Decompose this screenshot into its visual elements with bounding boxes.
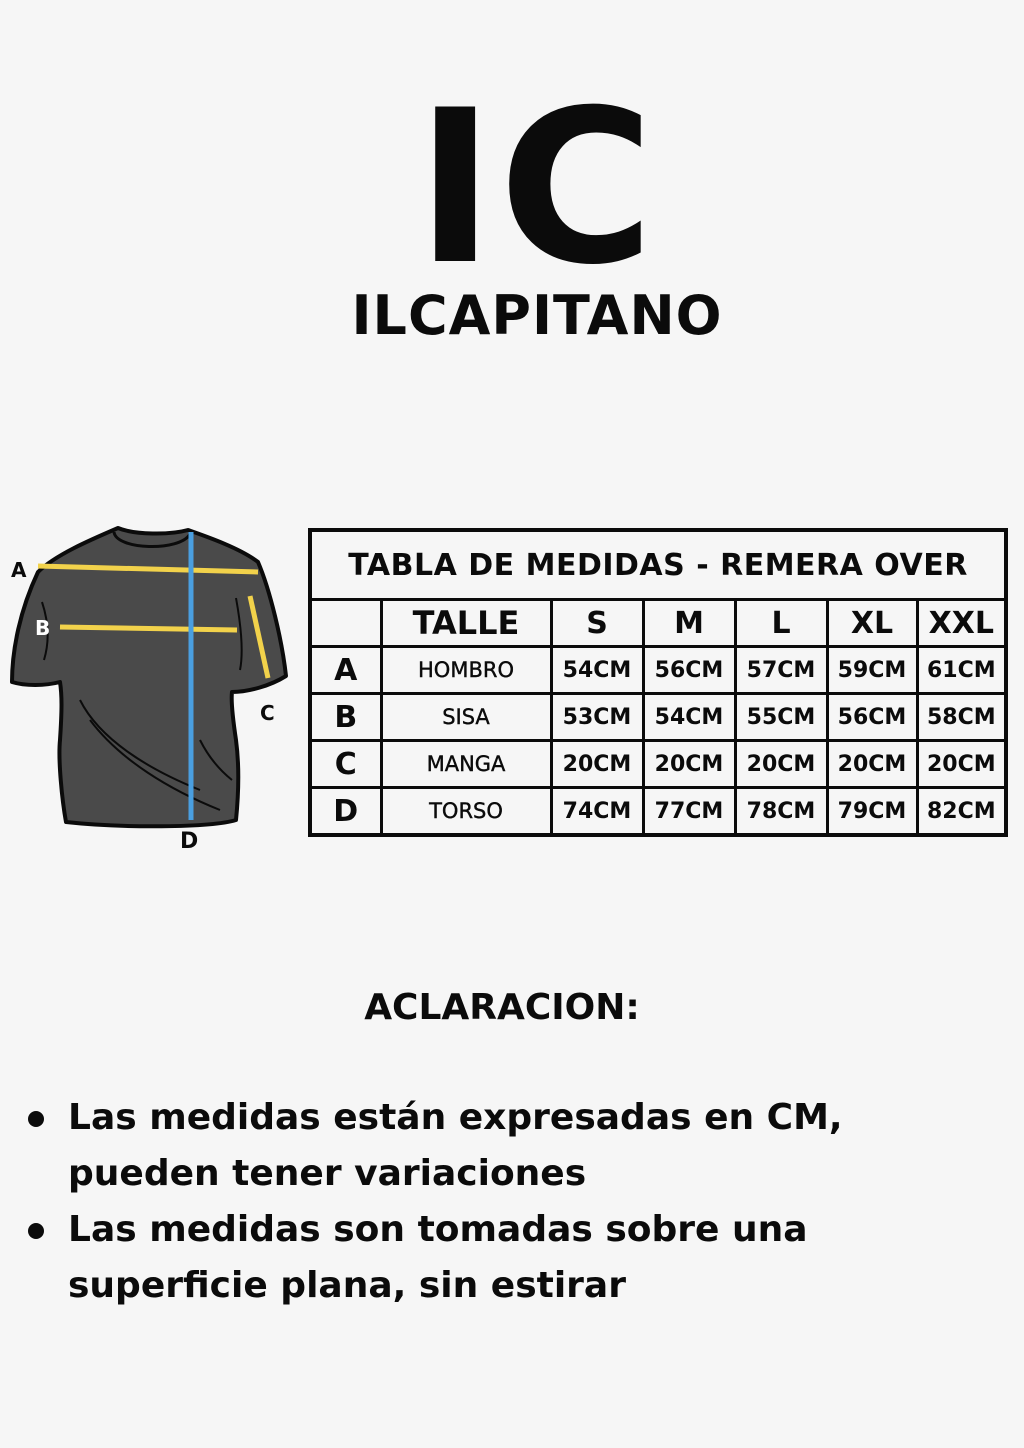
row-letter: C: [310, 741, 381, 788]
label-d: D: [180, 829, 199, 854]
label-a: A: [11, 558, 27, 582]
cell-value: 54CM: [551, 647, 643, 694]
cell-value: 78CM: [735, 788, 827, 836]
tshirt-measurement-diagram: [0, 510, 300, 870]
header-size-s: S: [551, 600, 643, 647]
header-size-l: L: [735, 600, 827, 647]
cell-value: 20CM: [827, 741, 917, 788]
row-name: SISA: [381, 694, 551, 741]
row-name: TORSO: [381, 788, 551, 836]
cell-value: 79CM: [827, 788, 917, 836]
cell-value: 58CM: [917, 694, 1006, 741]
brand-name: ILCAPITANO: [351, 284, 723, 347]
size-chart-table: [308, 528, 1008, 837]
list-item: [28, 1090, 998, 1202]
list-item: [28, 1202, 998, 1314]
cell-value: 20CM: [735, 741, 827, 788]
row-name: MANGA: [381, 741, 551, 788]
cell-value: 55CM: [735, 694, 827, 741]
label-c: C: [260, 701, 275, 725]
cell-value: 53CM: [551, 694, 643, 741]
cell-value: 57CM: [735, 647, 827, 694]
cell-value: 61CM: [917, 647, 1006, 694]
table-row: [310, 788, 1006, 836]
table-row: [310, 647, 1006, 694]
note-text: Las medidas están expresadas en CM, pueden tener variaciones: [68, 1097, 843, 1194]
header-size-m: M: [643, 600, 735, 647]
table-row: [310, 694, 1006, 741]
header-blank: [310, 600, 381, 647]
cell-value: 54CM: [643, 694, 735, 741]
table-header-row: [310, 600, 1006, 647]
table-row: [310, 741, 1006, 788]
header-size-xxl: XXL: [917, 600, 1006, 647]
brand-logo: IC: [415, 64, 659, 311]
cell-value: 77CM: [643, 788, 735, 836]
cell-value: 74CM: [551, 788, 643, 836]
cell-value: 20CM: [643, 741, 735, 788]
notes-list: [28, 1090, 998, 1314]
cell-value: 20CM: [551, 741, 643, 788]
measure-line-b: [60, 627, 237, 630]
cell-value: 56CM: [827, 694, 917, 741]
header-size-xl: XL: [827, 600, 917, 647]
cell-value: 82CM: [917, 788, 1006, 836]
cell-value: 59CM: [827, 647, 917, 694]
row-name: HOMBRO: [381, 647, 551, 694]
table-title: TABLA DE MEDIDAS - REMERA OVER: [310, 530, 1006, 600]
header-talle: TALLE: [381, 600, 551, 647]
row-letter: A: [310, 647, 381, 694]
note-text: Las medidas son tomadas sobre una superficie plana, sin estirar: [68, 1209, 808, 1306]
bullet-icon: [28, 1223, 44, 1239]
cell-value: 56CM: [643, 647, 735, 694]
bullet-icon: [28, 1111, 44, 1127]
cell-value: 20CM: [917, 741, 1006, 788]
notes-heading: ACLARACION:: [364, 987, 640, 1028]
row-letter: B: [310, 694, 381, 741]
row-letter: D: [310, 788, 381, 836]
label-b: B: [35, 616, 51, 640]
